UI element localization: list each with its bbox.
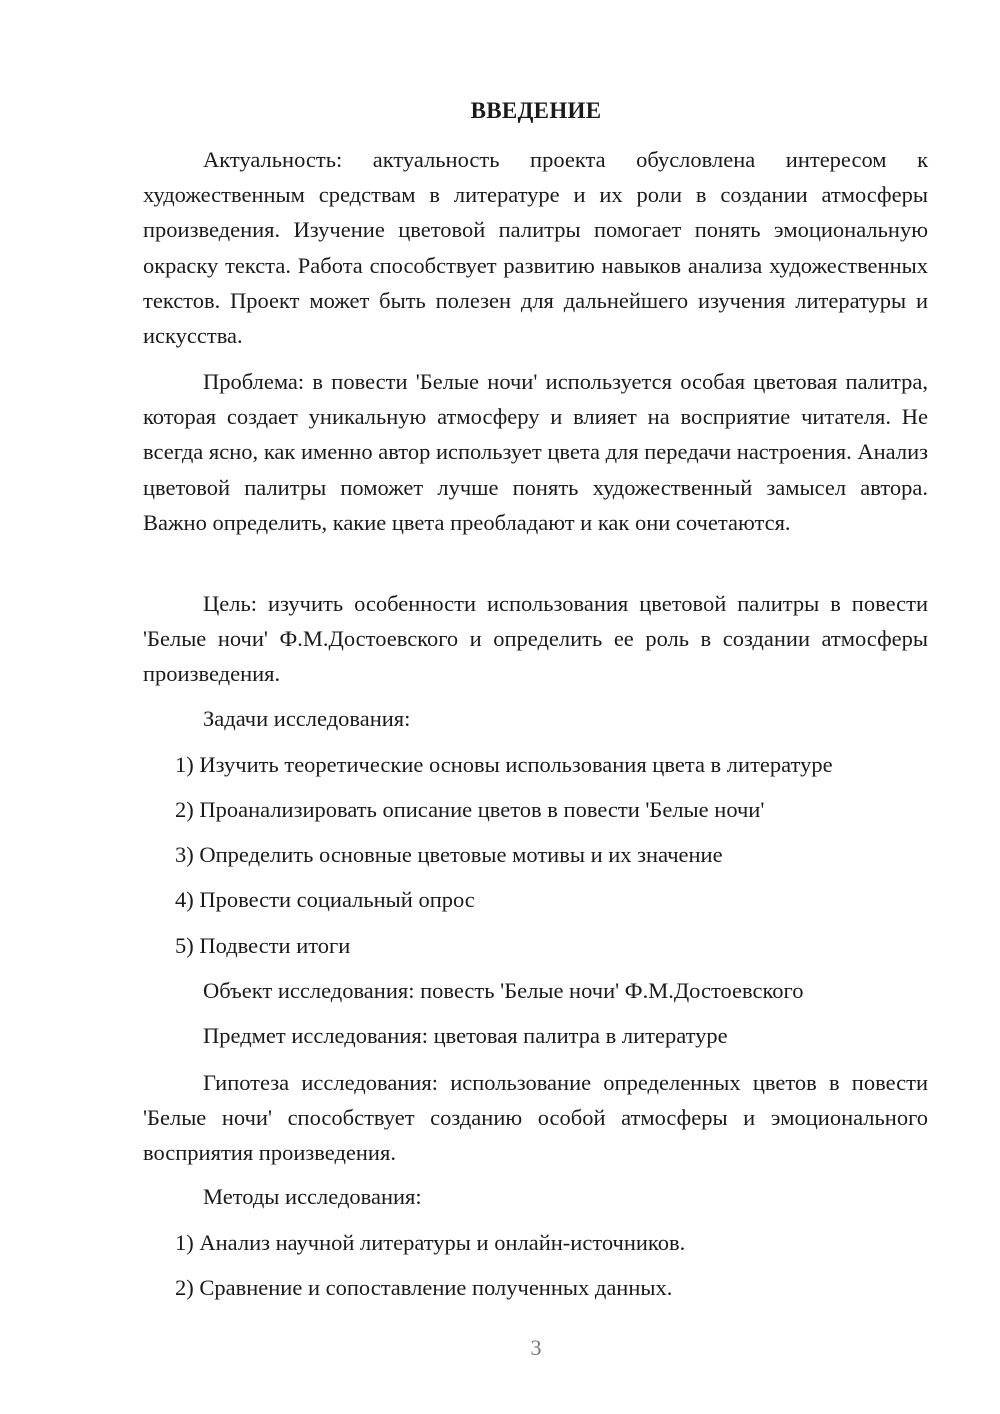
section-heading: ВВЕДЕНИЕ — [470, 98, 602, 123]
methods-heading: Методы исследования: — [203, 1184, 422, 1209]
task-item-4: 4) Провести социальный опрос — [175, 887, 475, 912]
task-item-2: 2) Проанализировать описание цветов в повести 'Белые ночи' — [175, 797, 765, 822]
task-item-3: 3) Определить основные цветовые мотивы и их значение — [175, 842, 723, 867]
research-object: Объект исследования: повесть 'Белые ночи' Ф.М.Достоевского — [203, 978, 804, 1003]
research-subject: Предмет исследования: цветовая палитра в литературе — [203, 1023, 728, 1048]
task-item-5: 5) Подвести итоги — [175, 933, 351, 958]
task-item-1: 1) Изучить теоретические основы использования цвета в литературе — [175, 752, 833, 777]
hypothesis-paragraph: Гипотеза исследования: использование определенных цветов в повести 'Белые ночи' способствует созданию особой атмосферы и эмоционального восприятия произведения. — [143, 1070, 928, 1166]
page-number: 3 — [530, 1335, 542, 1360]
tasks-heading: Задачи исследования: — [203, 706, 411, 731]
method-item-1: 1) Анализ научной литературы и онлайн-источников. — [175, 1230, 686, 1255]
method-item-2: 2) Сравнение и сопоставление полученных данных. — [175, 1275, 673, 1300]
relevance-paragraph: Актуальность: актуальность проекта обусловлена интересом к художественным средствам в литературе и их роли в создании атмосферы произведения. Изучение цветовой палитры помогает понять эмоциональную окраску текста. Работа способствует развитию навыков анализа художественных текстов. Проект может быть полезен для дальнейшего изучения литературы и искусства. — [143, 147, 928, 349]
problem-paragraph: Проблема: в повести 'Белые ночи' используется особая цветовая палитра, которая создает уникальную атмосферу и влияет на восприятие читателя. Не всегда ясно, как именно автор использует цвета для передачи настроения. Анализ цветовой палитры поможет лучше понять художественный замысел автора. Важно определить, какие цвета преобладают и как они сочетаются. — [143, 369, 928, 535]
goal-paragraph: Цель: изучить особенности использования цветовой палитры в повести 'Белые ночи' Ф.М.Достоевского и определить ее роль в создании атмосферы произведения. — [143, 591, 928, 687]
